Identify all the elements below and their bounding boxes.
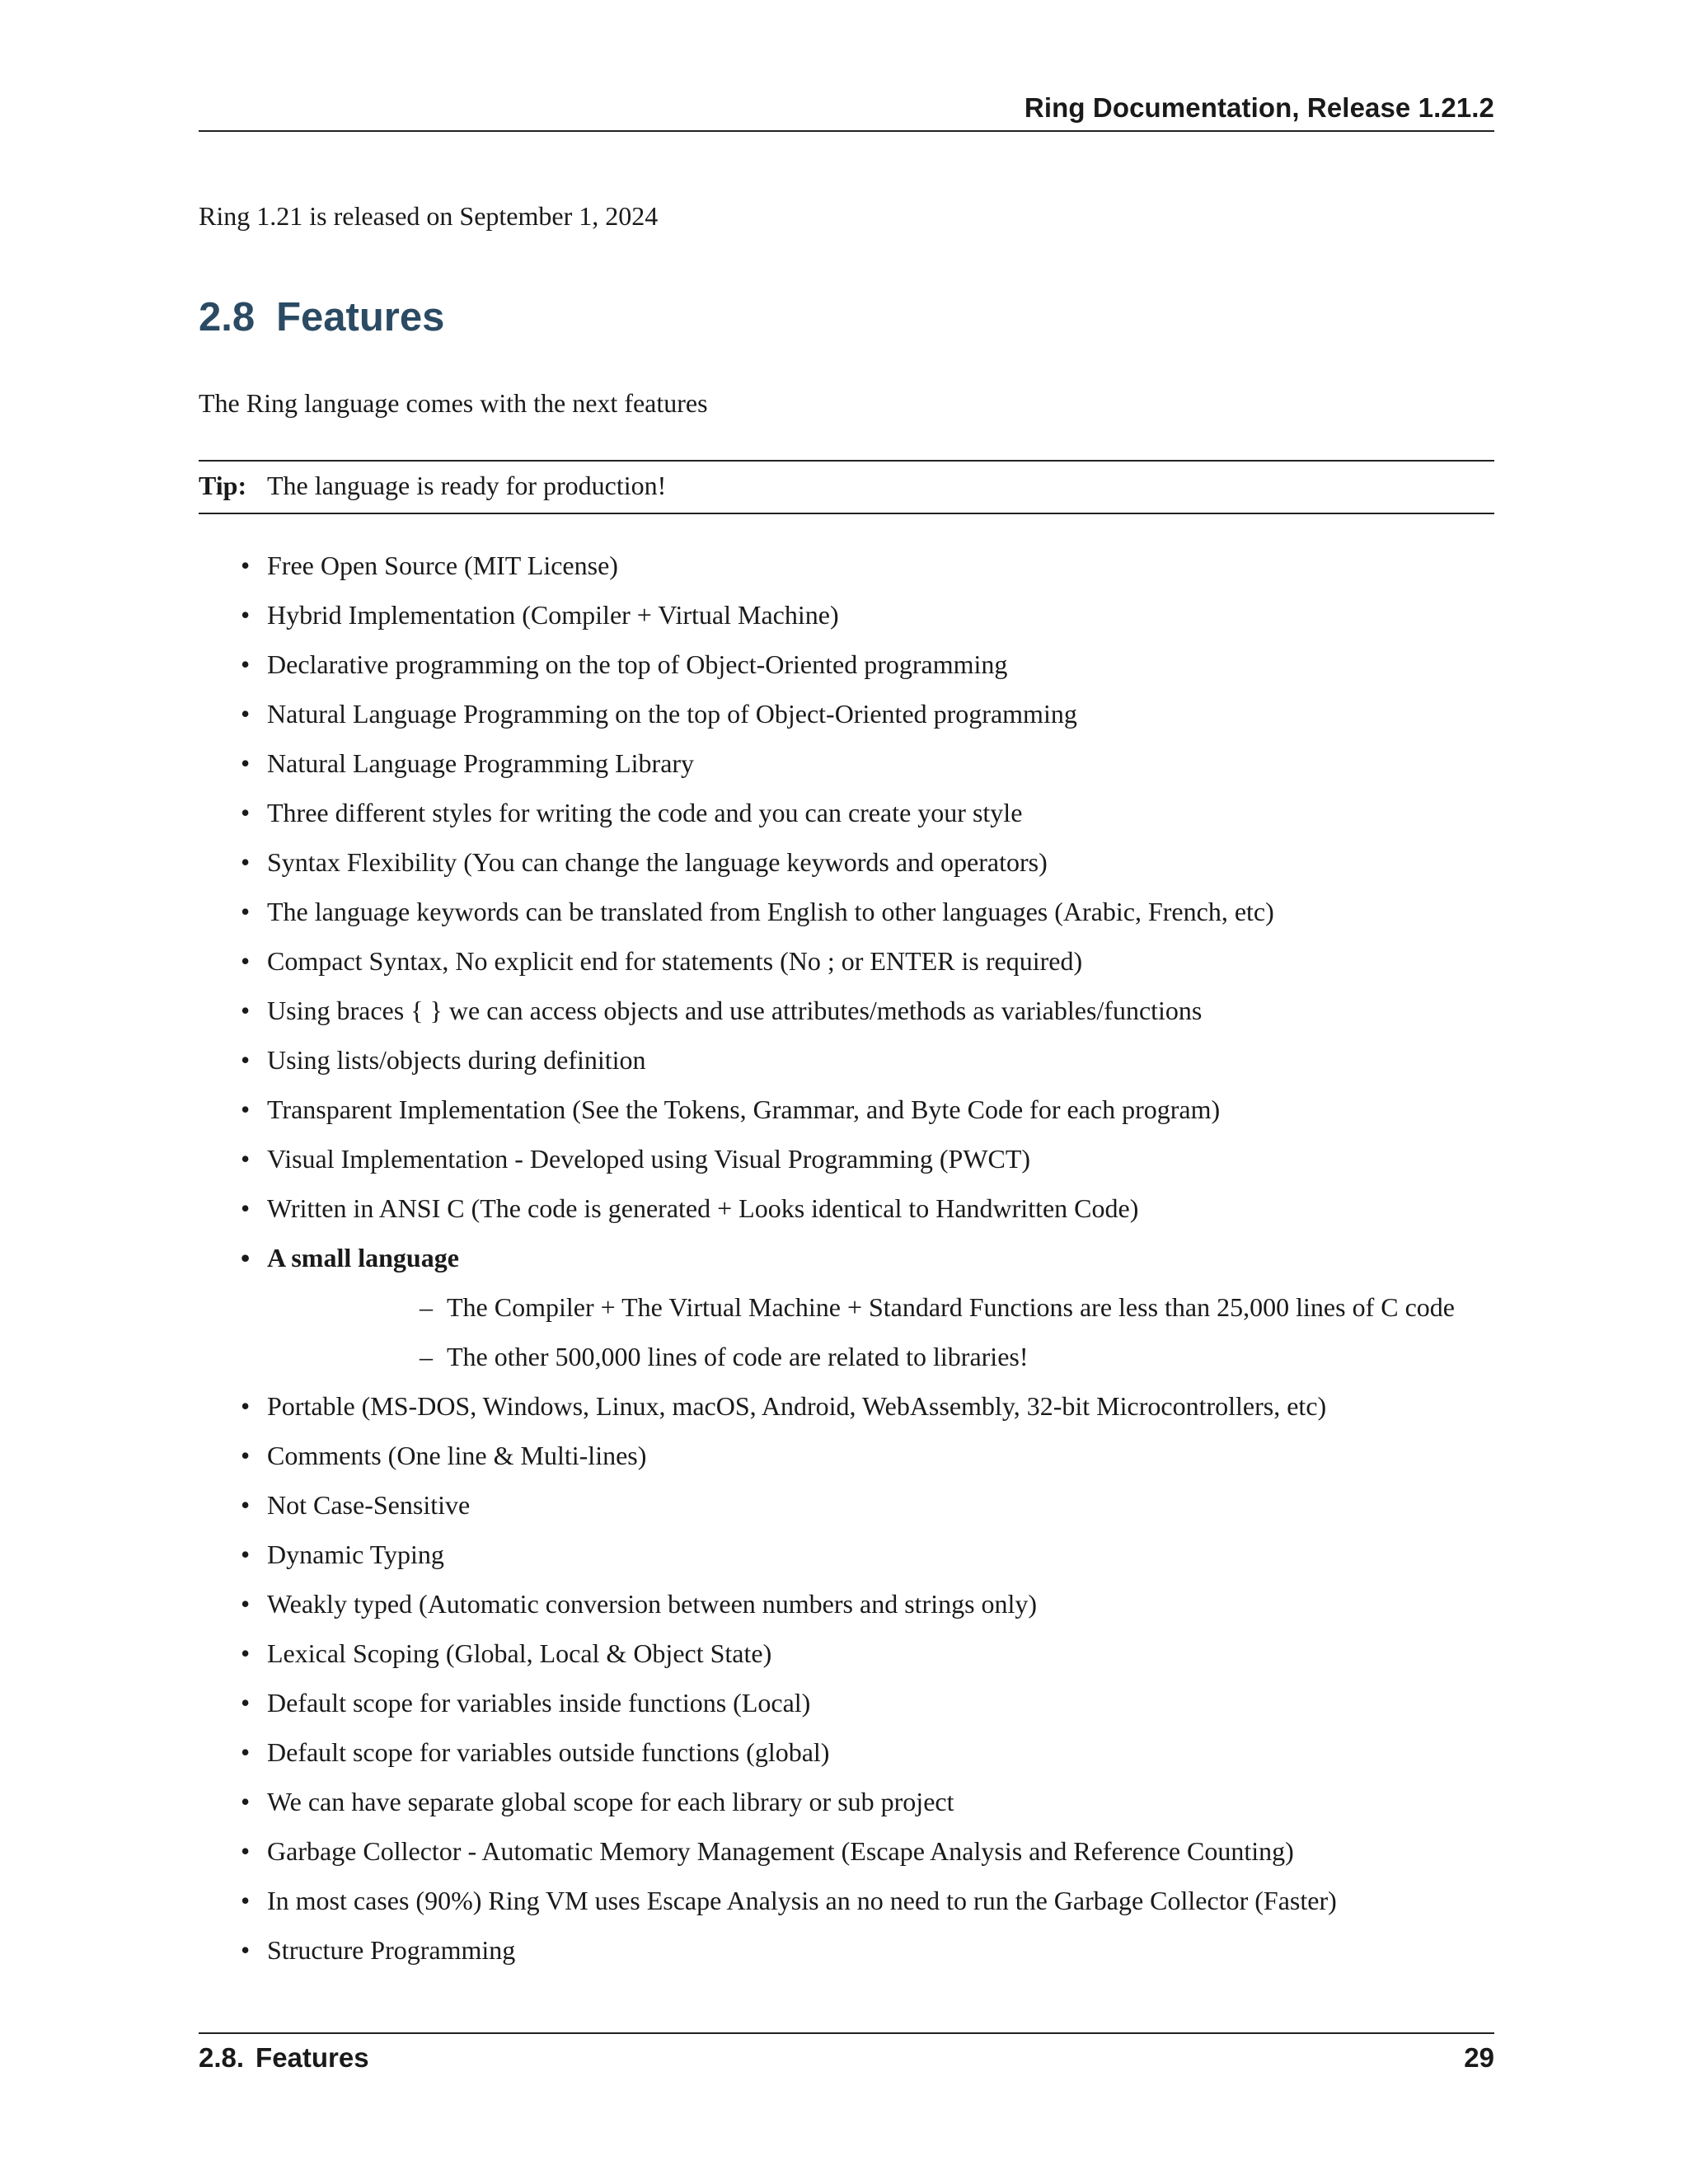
document-title: Ring Documentation, Release 1.21.2 [1024,92,1494,123]
bullet-icon: • [241,649,251,679]
small-language-label: A small language [267,1243,459,1272]
footer-section [199,2042,369,2074]
list-item: • Comments (One line & Multi-lines) [241,1441,647,1470]
list-item: • Syntax Flexibility (You can change the language keywords and operators) [241,847,1048,877]
bullet-icon: • [241,699,251,729]
bullet-icon: • [241,996,251,1025]
intro-text: The Ring language comes with the next features [199,388,708,418]
bullet-icon: • [241,1193,251,1223]
bullet-icon: • [241,1638,251,1668]
bullet-icon: • [241,1836,251,1866]
page-footer [199,2032,1494,2080]
list-item: • Natural Language Programming on the top of Object-Oriented programming [241,699,1077,729]
bullet-icon: • [241,1935,251,1965]
bullet-icon: • [241,1886,251,1915]
tip-box [199,460,1494,514]
page-header [199,89,1494,132]
list-item: • We can have separate global scope for each library or sub project [241,1787,954,1816]
bullet-icon: • [241,1540,251,1569]
list-item: • Structure Programming [241,1935,516,1965]
list-item: • Transparent Implementation (See the Tokens, Grammar, and Byte Code for each program) [241,1094,1221,1124]
bullet-icon: • [241,1243,251,1272]
page-number: 29 [1464,2042,1494,2073]
section-heading [199,293,444,342]
list-item: • Default scope for variables inside functions (Local) [241,1688,811,1718]
bullet-icon: • [241,897,251,926]
tip-text: The language is ready for production! [267,471,667,500]
bullet-icon: • [241,1441,251,1470]
list-item: • Using lists/objects during definition [241,1045,646,1075]
list-item: • Three different styles for writing the code and you can create your style [241,798,1023,827]
dash-icon: – [420,1292,433,1322]
list-item: • Garbage Collector - Automatic Memory Management (Escape Analysis and Reference Counting) [241,1836,1294,1866]
list-item: • Not Case-Sensitive [241,1490,471,1520]
bullet-icon: • [241,946,251,976]
footer-section-number: 2.8. [199,2042,245,2073]
release-note: Ring 1.21 is released on September 1, 2024 [199,201,659,231]
bullet-icon: • [241,600,251,630]
sub-list-item: – The other 500,000 lines of code are related to libraries! [420,1342,1029,1371]
bullet-icon: • [241,551,251,580]
list-item: • In most cases (90%) Ring VM uses Escape Analysis an no need to run the Garbage Collector (Faster) [241,1886,1337,1915]
bullet-icon: • [241,1787,251,1816]
bullet-icon: • [241,1589,251,1619]
list-item: • Weakly typed (Automatic conversion between numbers and strings only) [241,1589,1038,1619]
list-item: • Natural Language Programming Library [241,748,695,778]
bullet-icon: • [241,798,251,827]
bullet-icon: • [241,1391,251,1421]
list-item: • Portable (MS-DOS, Windows, Linux, macOS, Android, WebAssembly, 32-bit Microcontrollers, etc) [241,1391,1327,1421]
list-item: • Lexical Scoping (Global, Local & Object State) [241,1638,772,1668]
footer-section-title: Features [256,2042,369,2073]
tip-label: Tip: [199,471,247,500]
bullet-icon: • [241,1094,251,1124]
bullet-icon: • [241,1144,251,1174]
list-item: • Compact Syntax, No explicit end for statements (No ; or ENTER is required) [241,946,1083,976]
list-item: • Declarative programming on the top of Object-Oriented programming [241,649,1008,679]
bullet-icon: • [241,1490,251,1520]
bullet-icon: • [241,1737,251,1767]
list-item: • Dynamic Typing [241,1540,444,1569]
list-item: • Free Open Source (MIT License) [241,551,618,580]
features-list [199,549,1517,1983]
section-title: Features [276,295,445,340]
section-number: 2.8 [199,295,256,340]
bullet-icon: • [241,748,251,778]
bullet-icon: • [241,847,251,877]
bullet-icon: • [241,1688,251,1718]
sub-list-item: – The Compiler + The Virtual Machine + Standard Functions are less than 25,000 lines of C code [420,1292,1455,1322]
list-item: • The language keywords can be translated from English to other languages (Arabic, French, etc) [241,897,1274,926]
list-item-small-language [199,1241,1517,1390]
bullet-icon: • [241,1045,251,1075]
list-item: • Using braces { } we can access objects and use attributes/methods as variables/functions [241,996,1203,1025]
list-item: • Hybrid Implementation (Compiler + Virtual Machine) [241,600,839,630]
dash-icon: – [420,1342,433,1371]
small-language-sublist [267,1291,1517,1390]
list-item: • Written in ANSI C (The code is generated + Looks identical to Handwritten Code) [241,1193,1139,1223]
list-item: • Default scope for variables outside functions (global) [241,1737,830,1767]
list-item: • Visual Implementation - Developed using Visual Programming (PWCT) [241,1144,1031,1174]
